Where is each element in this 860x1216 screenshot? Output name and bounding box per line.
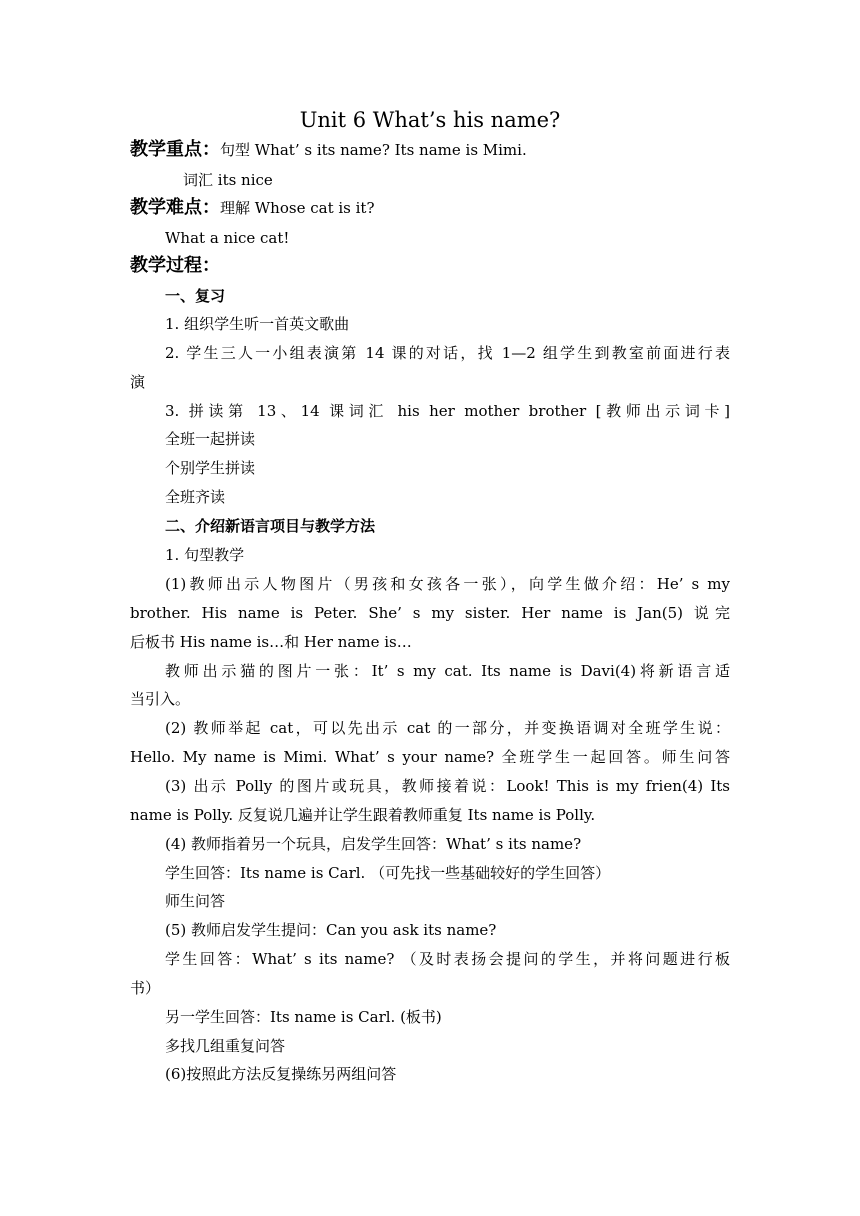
review-line: 1. 组织学生听一首英文歌曲 xyxy=(165,315,350,333)
new-language-line: 学生回答：Its name is Carl. （可先找一些基础较好的学生回答） xyxy=(165,864,611,882)
document-title: Unit 6 What’s his name? xyxy=(299,108,561,132)
teaching-difficulty xyxy=(130,196,375,220)
new-language-line: name is Polly. 反复说几遍并让学生跟着教师重复 Its name is Polly. xyxy=(130,806,596,824)
new-language-line: Hello. My name is Mimi. What’ s your name? 全班学生一起回答。师生问答 xyxy=(130,748,730,766)
new-language-line: (6)按照此方法反复操练另两组问答 xyxy=(165,1065,397,1083)
teaching-focus xyxy=(130,138,527,162)
review-line: 全班一起拼读 xyxy=(165,430,256,448)
teaching-difficulty-label: 教学难点： xyxy=(130,197,220,218)
new-language-line: 1. 句型教学 xyxy=(165,546,245,564)
review-line: 2. 学生三人一小组表演第 14 课的对话，找 1—2 组学生到教室前面进行表 xyxy=(165,344,730,362)
new-language-line: brother. His name is Peter. She’ s my sister. Her name is Jan(5) 说完 xyxy=(130,604,730,622)
new-language-line: 后板书 His name is…和 Her name is… xyxy=(130,633,412,651)
new-language-line: 教师出示猫的图片一张：It’ s my cat. Its name is Davi(4)将新语言适 xyxy=(165,662,730,680)
new-language-line: 学生回答：What’ s its name? （及时表扬会提问的学生，并将问题进行板 xyxy=(165,950,730,968)
review-line: 演 xyxy=(130,373,146,391)
new-language-line: (1)教师出示人物图片（男孩和女孩各一张），向学生做介绍：He’ s my xyxy=(165,575,730,593)
teaching-difficulty-example: What a nice cat! xyxy=(165,229,290,247)
new-language-line: 多找几组重复问答 xyxy=(165,1037,286,1055)
new-language-heading: 二、介绍新语言项目与教学方法 xyxy=(165,517,376,535)
teaching-difficulty-text: 理解 Whose cat is it? xyxy=(220,199,375,217)
review-line: 3. 拼读第 13、14 课词汇 his her mother brother [教师出示词卡] xyxy=(165,402,730,420)
new-language-line: (4) 教师指着另一个玩具，启发学生回答：What’ s its name? xyxy=(165,835,582,853)
review-heading: 一、复习 xyxy=(165,287,226,305)
review-line: 个别学生拼读 xyxy=(165,459,256,477)
new-language-line: 另一学生回答：Its name is Carl. (板书) xyxy=(165,1008,442,1026)
teaching-focus-vocab: 词汇 its nice xyxy=(183,171,273,189)
new-language-line: 师生问答 xyxy=(165,892,226,910)
new-language-line: (5) 教师启发学生提问：Can you ask its name? xyxy=(165,921,497,939)
teaching-process-label: 教学过程： xyxy=(130,255,220,276)
new-language-line: 书） xyxy=(130,979,161,997)
new-language-line: (2) 教师举起 cat，可以先出示 cat 的一部分，并变换语调对全班学生说： xyxy=(165,719,730,737)
review-line: 全班齐读 xyxy=(165,488,226,506)
new-language-line: (3) 出示 Polly 的图片或玩具，教师接着说：Look! This is my frien(4) Its xyxy=(165,777,730,795)
teaching-focus-text: 句型 What’ s its name? Its name is Mimi. xyxy=(220,141,527,159)
teaching-focus-label: 教学重点： xyxy=(130,139,220,160)
new-language-line: 当引入。 xyxy=(130,690,191,708)
